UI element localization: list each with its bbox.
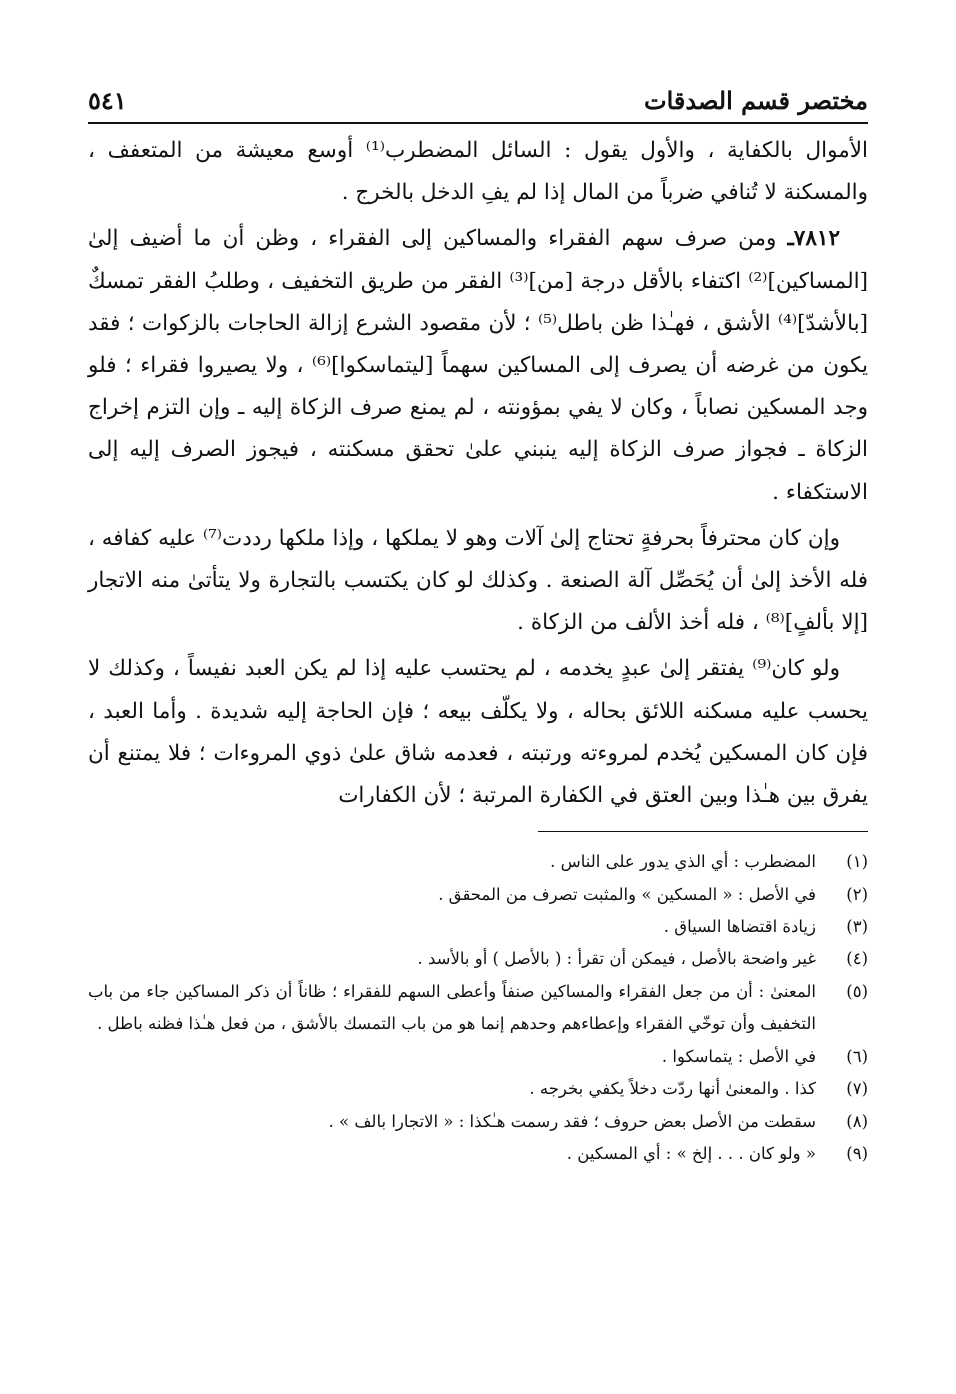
footnote-number: (٩) xyxy=(846,1143,868,1163)
footnote-text: في الأصل : يتماسكوا . xyxy=(661,1046,816,1066)
footnote-number: (٨) xyxy=(846,1111,868,1131)
footnote-number: (٥) xyxy=(846,981,868,1001)
footnotes xyxy=(88,846,868,1170)
footnote-text: سقطت من الأصل بعض حروف ؛ فقد رسمت هـٰكذا : « الاتجارا بالف » . xyxy=(328,1111,816,1131)
footnote-number: (١) xyxy=(846,852,868,872)
footnote-number: (٤) xyxy=(846,949,868,969)
footnote-text: « ولو كان . . . إلخ » : أي المسكين . xyxy=(566,1143,816,1163)
running-header xyxy=(88,82,868,124)
paragraph-4: ولو كان⁽⁹⁾ يفتقر إلىٰ عبدٍ يخدمه ، لم يحتسب عليه إذا لم يكن العبد نفيساً ، وكذلك لا يحسب عليه مسكنه اللائق بحاله ، ولا يكلّف بيعه ؛ فإن الحاجة إليه شديدة . وأما العبد ، فإن كان المسكين يُخدم لمروءته ورتبته ، فعدمه شاق علىٰ ذوي المروءات ؛ فلا يمتنع أن يفرق بين هـٰذا وبين العتق في الكفارة المرتبة ؛ لأن الكفارات xyxy=(88,656,868,809)
footnote-text: في الأصل : « المسكين » والمثبت تصرف من المحقق . xyxy=(438,884,816,904)
footnote-number: (٣) xyxy=(846,917,868,937)
footnote-text: المضطرب : أي الذي يدور على الناس . xyxy=(550,852,816,872)
main-text xyxy=(88,130,868,817)
footnote xyxy=(88,1041,868,1073)
footnote xyxy=(88,1073,868,1105)
footnote-text: كذا . والمعنىٰ أنها ردّت دخلاً يكفي بخرجه . xyxy=(529,1079,816,1099)
paragraph-2 xyxy=(88,218,868,513)
paragraph-1: الأموال بالكفاية ، والأول يقول : السائل المضطرب⁽¹⁾ أوسع معيشة من المتعفف ، والمسكنة لا تُنافي ضرباً من المال إذا لم يفِ الدخل بالخرج . xyxy=(88,138,868,206)
footnote-number: (٢) xyxy=(846,884,868,904)
footnote xyxy=(88,911,868,943)
paragraph-3: وإن كان محترفاً بحرفةٍ تحتاج إلىٰ آلات وهو لا يملكها ، وإذا ملكها رددت⁽⁷⁾ عليه كفافه ، فله الأخذ إلىٰ أن يُحَصِّل آلة الصنعة . وكذلك لو كان يكتسب بالتجارة ولا يتأتىٰ منه الاتجار [إلا بألفٍ]⁽⁸⁾ ، فله أخذ الألف من الزكاة . xyxy=(88,525,868,636)
header-title: مختصر قسم الصدقات xyxy=(634,86,868,115)
footnote-text: زيادة اقتضاها السياق . xyxy=(663,917,816,937)
footnote-text: المعنىٰ : أن من جعل الفقراء والمساكين صنفاً وأعطى السهم للفقراء ؛ ظاناً أن ذكر المساكين جاء من باب التخفيف وأن توخّي الفقراء وإعطاءهم وحدهم إنما هو من باب التمسك بالأشق ، من فعل هـٰذا فظنه باطل . xyxy=(88,981,816,1034)
footnote-number: (٧) xyxy=(846,1079,868,1099)
footnote xyxy=(88,1106,868,1138)
footnote-text: غير واضحة بالأصل ، فيمكن أن تقرأ : ( بالأصل ) أو بالأسد . xyxy=(417,949,816,969)
footnote xyxy=(88,976,868,1041)
footnote xyxy=(88,1138,868,1170)
paragraph-2-text: ومن صرف سهم الفقراء والمساكين إلى الفقراء ، وظن أن ما أضيف إلىٰ [المساكين]⁽²⁾ اكتفاء بالأقل درجة [من]⁽³⁾ الفقر من طريق التخفيف ، وطلبُ الفقر تمسكٌ [بالأشدّ]⁽⁴⁾ الأشق ، فهـٰذا ظن باطل⁽⁵⁾ ؛ لأن مقصود الشرع إزالة الحاجات بالزكوات ؛ فقد يكون من غرضه أن يصرف إلى المساكين سهماً [ليتماسكوا]⁽⁶⁾ ، ولا يصيروا فقراء ؛ فلو وجد المسكين نصاباً ، وكان لا يفي بمؤونته ، لم يمنع صرف الزكاة إليه ـ وإن التزم إخراج الزكاة ـ فجواز صرف الزكاة إليه ينبني علىٰ تحقق مسكنته ، فيجوز الصرف إليه إلى الاستكفاء . xyxy=(88,226,869,505)
footnote xyxy=(88,846,868,878)
page-number: ٥٤١ xyxy=(88,86,137,115)
paragraph-number: ٧٨١٢ـ xyxy=(787,226,840,252)
footnote xyxy=(88,879,868,911)
footnote-number: (٦) xyxy=(846,1046,868,1066)
document-page xyxy=(88,82,868,1372)
footnote-separator xyxy=(538,831,868,832)
footnote xyxy=(88,943,868,975)
